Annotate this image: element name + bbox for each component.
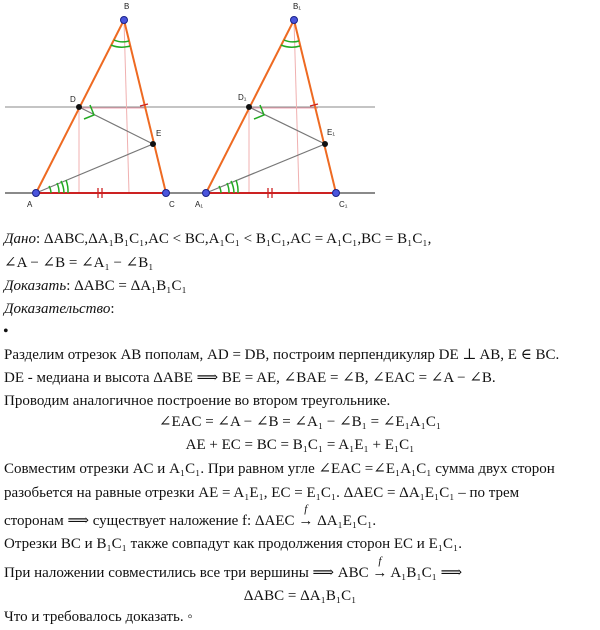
p8-end: A₁B₁C₁ ⟹: [387, 565, 463, 581]
label-E1: E₁: [327, 128, 336, 137]
given-line-1: [4, 229, 596, 249]
proof-heading: [4, 299, 596, 319]
vertex-A1: [203, 190, 210, 197]
prove-statement: : ΔABC = ΔA₁B₁C₁: [66, 278, 187, 294]
proof-paragraph-2: DE - медиана и высота ΔABE ⟹ BE = AE, ∠BAE = ∠B, ∠EAC = ∠A − ∠B.: [4, 370, 496, 386]
proof-paragraph-4: Совместим отрезки AC и A₁C₁. При равном угле ∠EAC =∠E₁A₁C₁ сумма двух сторон: [4, 461, 555, 477]
right-triangle: [195, 2, 348, 209]
given-line-2: ∠A − ∠B = ∠A₁ − ∠B₁: [4, 255, 154, 271]
vertex-C1: [333, 190, 340, 197]
point-D: [76, 104, 82, 110]
p6-start: сторонам ⟹ существует наложение f: ΔAEC: [4, 513, 299, 529]
proof-paragraph-6: [4, 503, 596, 531]
p6-end: ΔA₁E₁C₁.: [313, 513, 377, 529]
label-C1: C₁: [339, 200, 348, 209]
given-label: Дано: [4, 231, 36, 247]
mapping-arrow: [298, 503, 314, 531]
label-A1: A₁: [195, 200, 204, 209]
proof-paragraph-7: Отрезки BC и B₁C₁ также совпадут как продолжения сторон EC и E₁C₁.: [4, 536, 462, 552]
vertex-A: [33, 190, 40, 197]
left-triangle: [27, 2, 175, 209]
vertex-B: [121, 17, 128, 24]
label-B: B: [124, 2, 130, 11]
point-E1: [322, 141, 328, 147]
point-D1: [246, 104, 252, 110]
conclusion: Что и требовалось доказать. ◦: [4, 609, 193, 625]
equation-2: AE + EC = BC = B₁C₁ = A₁E₁ + E₁C₁: [185, 437, 415, 453]
mapping-arrow-2: [372, 555, 388, 583]
point-E: [150, 141, 156, 147]
label-B1: B₁: [293, 2, 302, 11]
label-D1: D₁: [238, 93, 247, 102]
label-A: A: [27, 200, 33, 209]
equation-3: ΔABC = ΔA₁B₁C₁: [243, 588, 357, 604]
triangles-figure: [0, 0, 600, 210]
equation-1: ∠EAC = ∠A − ∠B = ∠A₁ − ∠B₁ = ∠E₁A₁C₁: [158, 414, 442, 430]
mapping-f-2: f: [378, 555, 382, 567]
prove-label: Доказать: [4, 278, 67, 294]
proof-label: Доказательство: [4, 301, 111, 317]
proof-colon: :: [110, 301, 115, 317]
proof-paragraph-1: Разделим отрезок AB пополам, AD = DB, построим перпендикуляр DE ⊥ AB, E ∈ BC.: [4, 347, 560, 363]
arrow-glyph: →: [298, 513, 314, 529]
arrow-glyph-2: →: [372, 565, 388, 581]
proof-paragraph-5: разобьется на равные отрезки AE = A₁E₁, EC = E₁C₁. ΔAEC = ΔA₁E₁C₁ – по трем: [4, 485, 520, 501]
proof-paragraph-3: Проводим аналогичное построение во втором треугольнике.: [4, 393, 391, 409]
label-E: E: [156, 129, 162, 138]
mapping-f: f: [304, 503, 308, 515]
given-statement: : ΔABC,ΔA₁B₁C₁,AC < BC,A₁C₁ < B₁C₁,AC = A₁C₁,BC = B₁C₁,: [36, 231, 432, 247]
label-D: D: [70, 95, 76, 104]
p8-start: При наложении совместились все три вершины ⟹ ABC: [4, 565, 373, 581]
bullet: •: [3, 323, 9, 340]
vertex-B1: [291, 17, 298, 24]
vertex-C: [163, 190, 170, 197]
proof-paragraph-8: [4, 555, 596, 583]
label-C: C: [169, 200, 175, 209]
prove-line: [4, 276, 596, 296]
